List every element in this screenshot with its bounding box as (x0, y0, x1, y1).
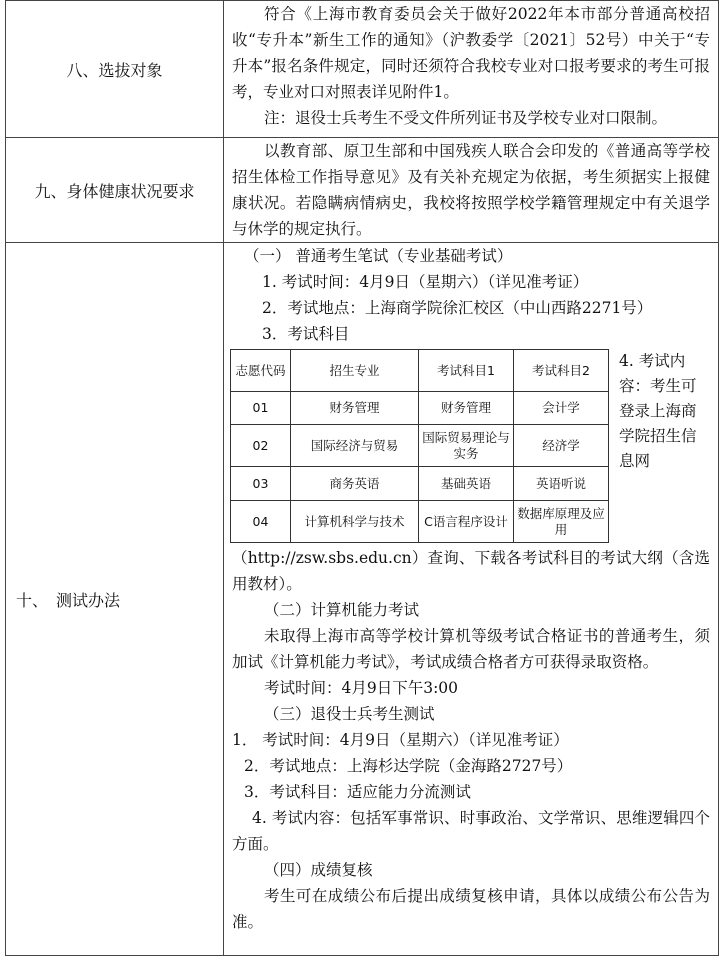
cell-subject1: 财务管理 (419, 392, 514, 425)
cell-subject2: 会计学 (514, 392, 609, 425)
section2-time: 考试时间：4月9日下午3:00 (264, 679, 459, 697)
section4-title: （四）成绩复核 (264, 861, 373, 879)
section1-line1: 1. 考试时间：4月9日（星期六）（详见准考证） (262, 273, 589, 291)
cell-subject2: 经济学 (514, 425, 609, 467)
header-code: 志愿代码 (231, 350, 291, 392)
section3-title: （三）退役士兵考生测试 (264, 705, 435, 723)
selection-paragraph: 符合《上海市教育委员会关于做好2022年本市部分普通高校招收“专升本”新生工作的通知》（沪教委学〔2021〕52号）中关于“专升本”报名条件规定，同时还须符合我校专业对口报考要求的考生可报考，专业对口对照表详见附件1。 (232, 5, 710, 101)
section3-line1: 1． 考试时间：4月9日（星期六）（详见准考证） (232, 731, 569, 749)
row-test-methods (6, 243, 719, 956)
cell-major: 计算机科学与技术 (291, 501, 419, 543)
exam-subjects-table (230, 349, 609, 543)
cell-code: 04 (231, 501, 291, 543)
section4-paragraph: 考生可在成绩公布后提出成绩复核申请，具体以成绩公布公告为准。 (232, 887, 710, 931)
section3-line4: 4. 考试内容：包括军事常识、时事政治、文学常识、思维逻辑四个方面。 (232, 809, 710, 853)
section3-line3: 3．考试科目：适应能力分流测试 (244, 783, 471, 801)
section2-title: （二）计算机能力考试 (264, 601, 420, 619)
section3-line2: 2．考试地点：上海杉达学院（金海路2727号） (244, 757, 573, 775)
cell-code: 01 (231, 392, 291, 425)
table-row (231, 392, 609, 425)
cell-subject1: C语言程序设计 (419, 501, 514, 543)
health-paragraph: 以教育部、原卫生部和中国残疾人联合会印发的《普通高等学校招生体检工作指导意见》及有关补充规定为依据，考生须据实上报健康状况。若隐瞒病情病史，我校将按照学校学籍管理规定中有关退学与休学的规定执行。 (232, 142, 710, 238)
content-test-methods (224, 243, 719, 956)
section1-title: （一） 普通考生笔试（专业基础考试） (244, 247, 513, 265)
row-health-requirements (6, 138, 719, 243)
header-major: 招生专业 (291, 350, 419, 392)
cell-major: 商务英语 (291, 467, 419, 501)
section1-line2: 2．考试地点：上海商学院徐汇校区（中山西路2271号） (262, 299, 653, 317)
exam-content-note: 4. 考试内容：考生可登录上海商学院招生信息网 (619, 352, 697, 470)
cell-code: 02 (231, 425, 291, 467)
label-health-requirements: 九、身体健康状况要求 (6, 138, 224, 243)
section1-line3: 3．考试科目 (262, 325, 350, 343)
label-selection-targets: 八、选拔对象 (6, 1, 224, 138)
section2-paragraph: 未取得上海市高等学校计算机等级考试合格证书的普通考生，须加试《计算机能力考试》，考试成绩合格者方可获得录取资格。 (232, 627, 710, 671)
subjects-header-row (231, 350, 609, 392)
cell-major: 财务管理 (291, 392, 419, 425)
header-subject2: 考试科目2 (514, 350, 609, 392)
table-row (231, 467, 609, 501)
cell-subject2: 数据库原理及应用 (514, 501, 609, 543)
content-selection-targets (224, 1, 719, 138)
cell-code: 03 (231, 467, 291, 501)
cell-major: 国际经济与贸易 (291, 425, 419, 467)
cell-subject2: 英语听说 (514, 467, 609, 501)
content-health-requirements (224, 138, 719, 243)
label-test-methods: 十、 测试办法 (6, 243, 224, 956)
header-subject1: 考试科目1 (419, 350, 514, 392)
admission-table (5, 0, 719, 956)
cell-subject1: 基础英语 (419, 467, 514, 501)
table-row (231, 425, 609, 467)
selection-note: 注：退役士兵考生不受文件所列证书及学校专业对口限制。 (264, 109, 668, 127)
cell-subject1: 国际贸易理论与实务 (419, 425, 514, 467)
section1-after: （http://zsw.sbs.edu.cn）查询、下载各考试科目的考试大纲（含选用教材）。 (232, 549, 710, 593)
subjects-block (224, 347, 718, 543)
table-row (231, 501, 609, 543)
row-selection-targets (6, 1, 719, 138)
